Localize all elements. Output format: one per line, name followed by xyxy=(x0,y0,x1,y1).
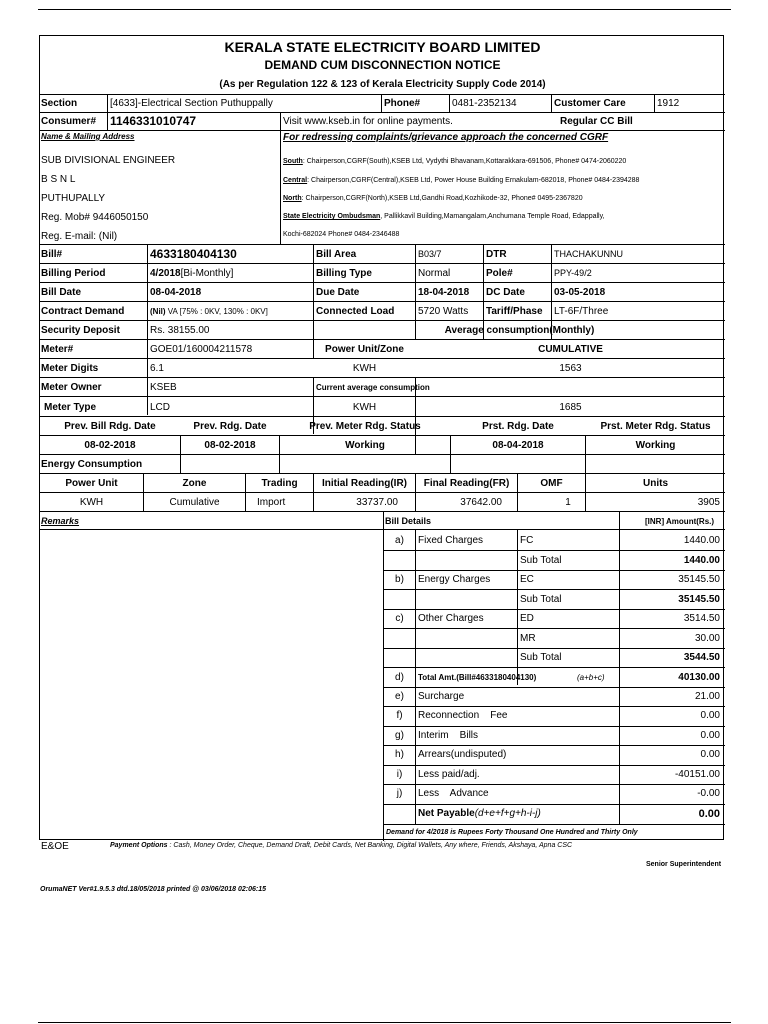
ombudsman-text-2: Kochi-682024 Phone# 0484-2346488 xyxy=(283,231,400,238)
eoe-label: E&OE xyxy=(41,841,69,852)
less-paid-label: Less paid/adj. xyxy=(418,769,480,780)
ec-label: EC xyxy=(520,574,534,585)
ombudsman-text: , Pallikkavil Building,Mamangalam,Anchumana Temple Road, Edappally, xyxy=(380,213,605,220)
less-advance-label: Less Advance xyxy=(418,788,489,799)
billing-period-label: Billing Period xyxy=(41,268,106,279)
subtotal-a-amount: 1440.00 xyxy=(683,555,720,566)
row-c-letter: c) xyxy=(395,613,404,624)
row-h-letter: h) xyxy=(395,749,404,760)
cgrf-north-label: North xyxy=(283,195,302,202)
subtotal-c-label: Sub Total xyxy=(520,652,562,663)
mr-label: MR xyxy=(520,633,536,644)
total-amount: 40130.00 xyxy=(678,672,720,683)
surcharge-amount: 21.00 xyxy=(694,691,720,702)
cgrf-central-label: Central xyxy=(283,177,308,184)
contract-demand-value xyxy=(150,308,268,316)
total-formula: (a+b+c) xyxy=(577,673,605,682)
energy-header-3: Trading xyxy=(261,478,298,489)
energy-value-5: 37642.00 xyxy=(460,497,502,508)
energy-value-1: KWH xyxy=(79,497,104,508)
net-payable xyxy=(418,809,541,819)
net-payable-amount: 0.00 xyxy=(698,808,720,820)
billing-period-month: 4/2018 xyxy=(150,268,181,279)
current-unit: KWH xyxy=(352,402,377,413)
current-average-label: Current average consumption xyxy=(316,383,430,392)
meter-owner-label: Meter Owner xyxy=(41,382,102,393)
security-deposit-label: Security Deposit xyxy=(41,325,120,336)
energy-charges-label: Energy Charges xyxy=(418,574,491,585)
payment-options-text: : Cash, Money Order, Cheque, Demand Draft, Debit Cards, Net Banking, Digital Wallets, Any where, Friends, Akshaya, Apna CSC xyxy=(167,842,573,849)
bill-number: 4633180404130 xyxy=(150,247,237,261)
net-payable-label: Net Payable xyxy=(418,808,475,819)
bottom-rule xyxy=(38,1022,731,1023)
power-unit-zone-label: Power Unit/Zone xyxy=(325,344,404,355)
readings-header-2: Prev. Rdg. Date xyxy=(193,421,267,432)
readings-value-4: 08-04-2018 xyxy=(492,440,544,451)
readings-header-1: Prev. Bill Rdg. Date xyxy=(64,421,156,432)
ombudsman-label: State Electricity Ombudsman xyxy=(283,213,381,220)
notice-subtitle: DEMAND CUM DISCONNECTION NOTICE xyxy=(264,58,501,72)
less-paid-amount: -40151.00 xyxy=(674,769,720,780)
due-date-value: 18-04-2018 xyxy=(418,287,470,298)
reconnection-fee-amount: 0.00 xyxy=(700,710,720,721)
mr-amount: 30.00 xyxy=(694,633,720,644)
bill-document xyxy=(39,35,724,840)
bill-date-label: Bill Date xyxy=(41,287,82,298)
billing-period-value xyxy=(150,269,233,279)
interim-bills-label: Interim Bills xyxy=(418,730,479,741)
meter-type-label: Meter Type xyxy=(44,402,97,413)
tariff-label: Tariff/Phase xyxy=(486,306,543,317)
energy-value-4: 33737.00 xyxy=(356,497,398,508)
contract-demand-nil: (Nil) xyxy=(150,307,166,316)
energy-header-7: Units xyxy=(643,478,668,489)
energy-header-6: OMF xyxy=(540,478,563,489)
phone-value: 0481-2352134 xyxy=(452,98,517,109)
fixed-charges-label: Fixed Charges xyxy=(418,535,484,546)
dc-date-label: DC Date xyxy=(486,287,525,298)
row-e-letter: e) xyxy=(395,691,404,702)
page-title: KERALA STATE ELECTRICITY BOARD LIMITED xyxy=(224,39,541,55)
energy-consumption-heading: Energy Consumption xyxy=(41,459,143,470)
subtotal-a-label: Sub Total xyxy=(520,555,562,566)
address-line-5: Reg. E-mail: (Nil) xyxy=(41,231,118,242)
energy-value-6: 1 xyxy=(565,497,571,508)
tariff-value: LT-6F/Three xyxy=(554,306,609,317)
net-payable-formula: (d+e+f+g+h-i-j) xyxy=(474,808,541,819)
address-line-4: Reg. Mob# 9446050150 xyxy=(41,212,149,223)
security-deposit-value: Rs. 38155.00 xyxy=(150,325,210,336)
due-date-label: Due Date xyxy=(316,287,360,298)
readings-header-5: Prst. Meter Rdg. Status xyxy=(600,421,711,432)
address-line-3: PUTHUPALLY xyxy=(41,193,106,204)
average-unit: KWH xyxy=(352,363,377,374)
row-d-letter: d) xyxy=(395,672,404,683)
cgrf-central xyxy=(283,177,639,184)
pole-value: PPY-49/2 xyxy=(554,268,592,278)
cgrf-north xyxy=(283,195,583,202)
readings-value-2: 08-02-2018 xyxy=(204,440,256,451)
consumer-number: 1146331010747 xyxy=(110,114,197,128)
billing-type-label: Billing Type xyxy=(316,268,372,279)
top-rule xyxy=(38,9,731,10)
cgrf-ombudsman xyxy=(283,213,605,220)
payment-options-label: Payment Options xyxy=(110,842,168,849)
other-charges-label: Other Charges xyxy=(418,613,484,624)
version-footer: OrumaNET Ver#1.9.5.3 dtd.18/05/2018 printed @ 03/06/2018 02:06:15 xyxy=(40,886,267,893)
readings-value-5: Working xyxy=(635,440,676,451)
customer-care-label: Customer Care xyxy=(554,98,626,109)
subtotal-c-amount: 3544.50 xyxy=(683,652,720,663)
average-value: 1563 xyxy=(559,363,582,374)
regulation-text: (As per Regulation 122 & 123 of Kerala Electricity Supply Code 2014) xyxy=(219,79,546,90)
energy-value-3: Import xyxy=(257,497,286,508)
cgrf-heading: For redressing complaints/grievance approach the concerned CGRF xyxy=(283,132,609,143)
ec-amount: 35145.50 xyxy=(678,574,720,585)
amount-heading: [INR] Amount(Rs.) xyxy=(645,517,715,526)
cgrf-central-text: : Chairperson,CGRF(Central),KSEB Ltd, Power House Building Ernakulam-682018, Phone# 0484-2394288 xyxy=(307,177,640,184)
bill-number-label: Bill# xyxy=(41,249,63,260)
phone-label: Phone# xyxy=(384,98,421,109)
meter-owner-value: KSEB xyxy=(150,382,177,393)
signature-label: Senior Superintendent xyxy=(646,861,722,868)
readings-value-3: Working xyxy=(345,440,385,451)
energy-value-2: Cumulative xyxy=(169,497,220,508)
readings-header-3: Prev. Meter Rdg. Status xyxy=(309,421,421,432)
cgrf-north-text: : Chairperson,CGRF(North),KSEB Ltd,Gandhi Road,Kozhikode-32, Phone# 0495-2367820 xyxy=(301,195,583,202)
row-j-letter: j) xyxy=(396,788,403,799)
arrears-label: Arrears(undisputed) xyxy=(418,749,507,760)
energy-header-2: Zone xyxy=(182,478,207,489)
meter-digits-label: Meter Digits xyxy=(41,363,99,374)
average-consumption-heading: Average consumption(Monthly) xyxy=(444,325,595,336)
energy-header-5: Final Reading(FR) xyxy=(423,478,510,489)
meter-label: Meter# xyxy=(41,344,74,355)
cgrf-south xyxy=(283,158,626,165)
remarks-label: Remarks xyxy=(41,516,80,526)
current-value: 1685 xyxy=(559,402,582,413)
customer-care-value: 1912 xyxy=(657,98,680,109)
ed-label: ED xyxy=(520,613,534,624)
row-f-letter: f) xyxy=(396,710,403,721)
row-g-letter: g) xyxy=(395,730,404,741)
bill-area-value: B03/7 xyxy=(418,249,442,259)
energy-header-4: Initial Reading(IR) xyxy=(322,478,407,489)
cgrf-south-text: : Chairperson,CGRF(South),KSEB Ltd, Vydythi Bhavanam,Kottarakkara-691506, Phone# 0474-2060220 xyxy=(302,158,627,165)
energy-value-7: 3905 xyxy=(697,497,720,508)
less-advance-amount: -0.00 xyxy=(697,788,720,799)
contract-demand-label: Contract Demand xyxy=(41,306,125,317)
readings-value-1: 08-02-2018 xyxy=(84,440,136,451)
subtotal-b-label: Sub Total xyxy=(520,594,562,605)
meter-digits-value: 6.1 xyxy=(150,363,164,374)
online-payment-link[interactable]: Visit www.kseb.in for online payments. xyxy=(283,116,453,127)
consumer-label: Consumer# xyxy=(41,116,97,127)
pole-label: Pole# xyxy=(486,268,513,279)
meter-value: GOE01/160004211578 xyxy=(150,344,253,355)
connected-load-label: Connected Load xyxy=(316,306,395,317)
cumulative-label: CUMULATIVE xyxy=(538,344,603,355)
fc-label: FC xyxy=(520,535,534,546)
bill-type-label: Regular CC Bill xyxy=(560,116,633,127)
payment-options xyxy=(110,842,572,849)
contract-demand-detail: VA [75% : 0KV, 130% : 0KV] xyxy=(165,307,268,316)
meter-type-value: LCD xyxy=(150,402,171,413)
address-line-1: SUB DIVISIONAL ENGINEER xyxy=(41,155,176,166)
fc-amount: 1440.00 xyxy=(683,535,720,546)
demand-note: Demand for 4/2018 is Rupees Forty Thousand One Hundred and Thirty Only xyxy=(386,829,638,836)
bill-details-heading: Bill Details xyxy=(385,516,432,526)
readings-header-4: Prst. Rdg. Date xyxy=(482,421,554,432)
address-line-2: B S N L xyxy=(41,174,76,185)
subtotal-b-amount: 35145.50 xyxy=(678,594,720,605)
arrears-amount: 0.00 xyxy=(700,749,720,760)
row-a-letter: a) xyxy=(395,535,404,546)
bill-area-label: Bill Area xyxy=(316,249,357,260)
dtr-label: DTR xyxy=(486,249,507,260)
billing-period-cycle: [Bi-Monthly] xyxy=(180,268,234,279)
row-i-letter: i) xyxy=(396,769,403,780)
dtr-value: THACHAKUNNU xyxy=(554,249,624,259)
ed-amount: 3514.50 xyxy=(683,613,720,624)
interim-bills-amount: 0.00 xyxy=(700,730,720,741)
address-heading: Name & Mailing Address xyxy=(41,132,135,141)
section-label: Section xyxy=(41,98,78,109)
reconnection-fee-label: Reconnection Fee xyxy=(418,710,508,721)
bill-date-value: 08-04-2018 xyxy=(150,287,202,298)
section-value: [4633]-Electrical Section Puthuppally xyxy=(110,98,273,109)
billing-type-value: Normal xyxy=(418,268,451,279)
total-amount-label: Total Amt.(Bill#4633180404130) xyxy=(418,673,537,682)
energy-header-1: Power Unit xyxy=(65,478,118,489)
surcharge-label: Surcharge xyxy=(418,691,465,702)
row-b-letter: b) xyxy=(395,574,404,585)
connected-load-value: 5720 Watts xyxy=(418,306,469,317)
dc-date-value: 03-05-2018 xyxy=(554,287,606,298)
cgrf-south-label: South xyxy=(283,158,303,165)
